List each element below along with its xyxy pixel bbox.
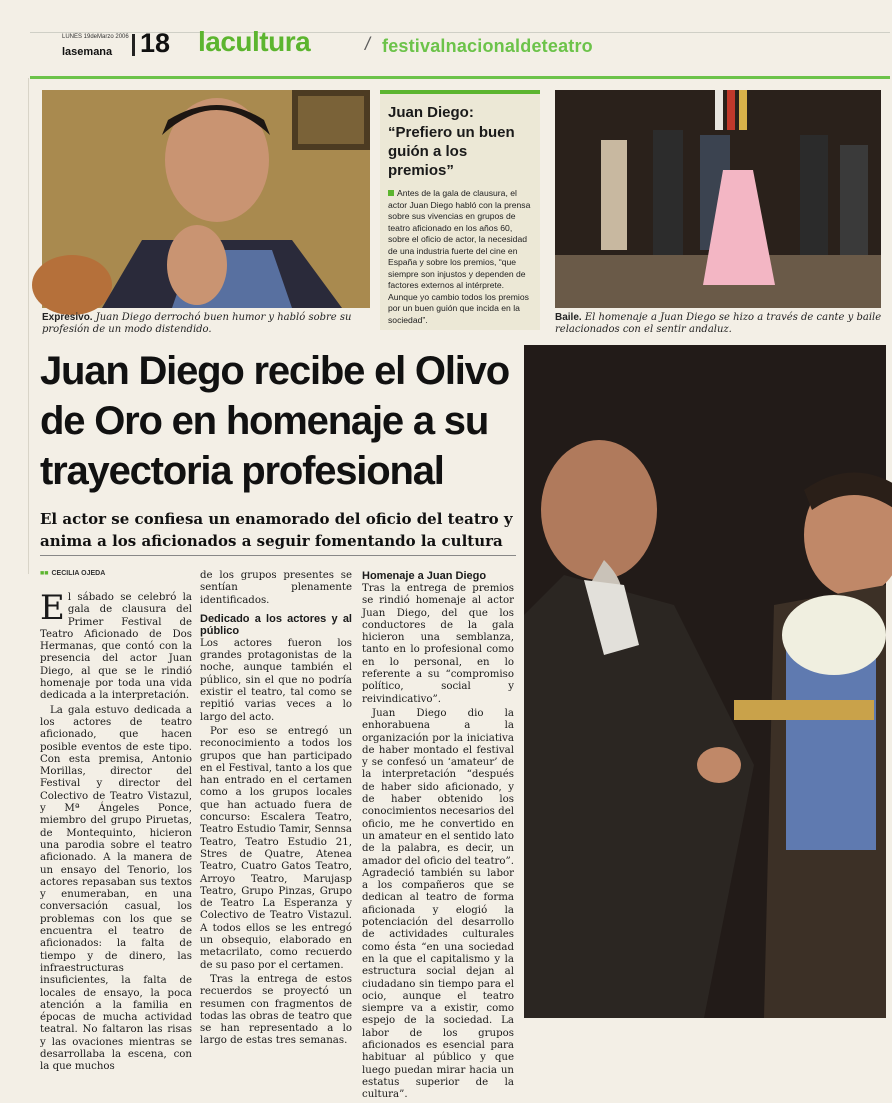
sidebar-body <box>388 188 532 326</box>
photo-expresivo-illustration <box>42 90 370 308</box>
left-margin-rule <box>28 78 29 574</box>
caption-expresivo-label: Expresivo. <box>42 312 93 323</box>
caption-baile <box>555 312 885 336</box>
subsection-name: festivalnacionaldeteatro <box>382 36 593 56</box>
article-paragraph: Tras la entrega de premios se rindió homenaje al actor Juan Diego, del que los conductores de la gala hicieron una semblanza, tanto en lo profesional como en lo personal, en lo referente a su “compromiso político, social y reivindicativo”. <box>362 583 514 705</box>
byline-author: CECILIA OJEDA <box>51 570 106 577</box>
article-subheadline: El actor se confiesa un enamorado del oficio del teatro y anima a los aficionados a seguir fomentando la cultura <box>40 510 513 550</box>
article-paragraph: Juan Diego dio la enhorabuena a la organización por la iniciativa de haber montado el festival y se confesó un ‘amateur’ de la interpretación “después de haber sido aficionado, y de haber obtenido los conocimientos necesarios del oficio, me he convertido en un amateur en el sentido lato de la palabra, es decir, un amador del oficio del teatro”. Agradeció también su labor a los compañeros que se dedican al teatro de forma aficionada y elogió la potenciación del desarrollo de actividades culturales como ésta “en una sociedad en la que el capitalismo y la estructura social dejan al ciudadano sin tiempo para el ocio, aunque el teatro siempre va a existir, como espejo de la sociedad. La labor de los grupos aficionados es esencial para habituar al público y que luego puedan mirar hacia un estatus superior de la cultura”. <box>362 707 514 1101</box>
sidebar-body-text: Antes de la gala de clausura, el actor Juan Diego habló con la prensa sobre sus vivencias en grupos de teatro aficionado en los años 60, sobre el oficio de actor, la necesidad de una industria fuerte del cine en España y sobre los premios, “que siempre son injustos y dependen de factores externos al intérprete. Aunque yo cambio todos los premios por un buen guión que incida en la sociedad”. <box>388 188 531 325</box>
header-divider <box>132 34 135 56</box>
publication-brand: lasemana <box>62 46 113 58</box>
photo-award-illustration <box>524 345 886 1018</box>
article-column-1 <box>40 588 192 1076</box>
caption-expresivo-text: Juan Diego derrochó buen humor y habló sobre su profesión de un modo distendido. <box>42 312 352 335</box>
paragraph-text: l sábado se celebró la gala de clausura del Primer Festival de Teatro Aficionado de Dos Hermanas, que contó con la presencia del actor Juan Diego, al que se le rindió homenaje por toda una vida dedicada a la interpretación. <box>40 592 192 702</box>
page-number: 18 <box>140 28 171 58</box>
sidebar-subtitle: “Prefiero un buen guión a los premios” <box>388 124 515 179</box>
article-column-3 <box>362 570 514 1103</box>
headline-rule <box>40 555 516 556</box>
caption-baile-label: Baile. <box>555 312 582 323</box>
byline <box>40 570 105 577</box>
article-paragraph: La gala estuvo dedicada a los actores de teatro aficionado, que hacen posible eventos de este tipo. Con esta premisa, Antonio Morillas, director del Festival y director del Colectivo de Teatro Vistazul, y Mª Ángeles Ponce, miembro del grupo Piruetas, de Montequinto, hicieron una parodia sobre el teatro aficionado. A la manera de un ensayo del Tenorio, los actores repasaban sus textos y enumeraban, en una conversación casual, los problemas con los que se encuentra el teatro de aficionados: la falta de tiempo y de dinero, las infraestructuras insuficientes, la falta de locales de ensayo, la poca atención a la familia en épocas de mucha actividad teatral. No faltaron las risas y las ovaciones mientras se desarrollaba la escena, con la que muchos <box>40 704 192 1073</box>
article-subhead: Homenaje a Juan Diego <box>362 570 487 582</box>
article-paragraph: de los grupos presentes se sentían plenamente identificados. <box>200 570 352 606</box>
article-paragraph: Por eso se entregó un reconocimiento a todos los grupos que han participado en el Festival, tanto a los que han entrado en el certamen como a los grupos locales que han actuado fuera de concurso: Escalera Teatro, Teatro Estudio Tamir, Sennsa Teatro, Teatro Estudio 21, Stres de Quatre, Atenea Teatro, Cuatro Gatos Teatro, Arroyo Teatro, Marujasp Teatro, Grupo Pinzas, Grupo de Teatro La Esperanza y Colectivo de Teatro Vistazul. A todos ellos se les entregó un obsequio, elaborado en metacrilato, como recuerdo de su paso por el certamen. <box>200 725 352 971</box>
article-paragraph: Los actores fueron los grandes protagonistas de la noche, aunque también el público, sin el que no podría existir el teatro, tal como se repitió varias veces a lo largo del acto. <box>200 637 352 723</box>
article-paragraph: Tras la entrega de estos recuerdos se proyectó un resumen con fragmentos de todas las obras de teatro que se han representado a lo largo de estas tres semanas. <box>200 973 352 1047</box>
photo-award-handshake <box>524 345 886 1018</box>
caption-baile-text: El homenaje a Juan Diego se hizo a través de cante y baile relacionados con el sentir andaluz. <box>555 312 882 335</box>
section-name: lacultura <box>198 26 311 57</box>
section-separator: / <box>365 34 371 54</box>
article-subhead: Dedicado a los actores y al público <box>200 612 352 637</box>
photo-baile-illustration <box>555 90 881 308</box>
byline-marker-icon: ■■ <box>40 570 49 577</box>
article-column-2 <box>200 570 352 1050</box>
photo-baile <box>555 90 881 308</box>
article-headline: Juan Diego recibe el Olivo de Oro en homenaje a su trayectoria profesional <box>40 349 509 493</box>
publication-date: LUNES 19deMarzo 2006 <box>62 34 129 40</box>
header-rule <box>30 76 890 79</box>
dropcap: E <box>40 588 65 628</box>
sidebar-title: Juan Diego: <box>388 104 474 121</box>
bullet-icon <box>388 190 394 196</box>
photo-expresivo <box>42 90 370 308</box>
article-paragraph <box>40 588 192 703</box>
page-header <box>0 0 892 80</box>
sidebar-box <box>380 90 540 330</box>
caption-expresivo <box>42 312 372 336</box>
